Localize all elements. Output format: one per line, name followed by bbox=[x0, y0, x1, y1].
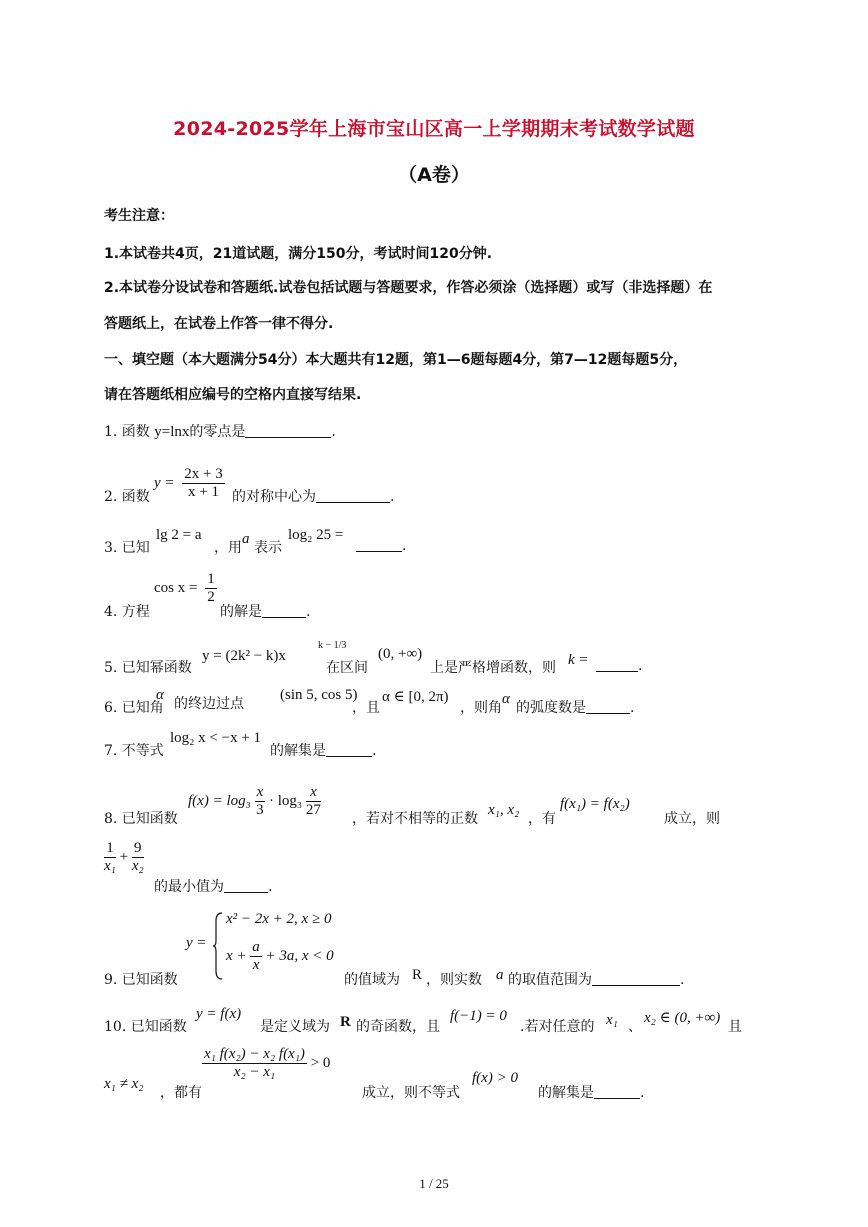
section-heading: 一、填空题（本大题满分54分）本大题共有12题，第1—6题每题4分，第7—12题每题5分， bbox=[104, 352, 688, 368]
answer-blank bbox=[592, 971, 680, 986]
notice-heading: 考生注意： bbox=[104, 208, 174, 224]
answer-blank bbox=[586, 699, 630, 714]
answer-blank bbox=[594, 1084, 640, 1099]
notice-item-2: 2.本试卷分设试卷和答题纸.试卷包括试题与答题要求，作答必须涂（选择题）或写（非选择题）在 bbox=[104, 280, 713, 296]
q2-formula: y = $\frac{2x + 3}{x + 1}$ bbox=[154, 466, 223, 501]
answer-blank bbox=[596, 657, 638, 672]
exam-subtitle: （A卷） bbox=[398, 164, 470, 186]
answer-blank bbox=[262, 603, 306, 618]
answer-blank bbox=[245, 423, 331, 438]
page-number: 1 / 25 bbox=[419, 1176, 449, 1191]
exam-title: 2024-2025学年上海市宝山区高一上学期期末考试数学试题 bbox=[173, 118, 695, 140]
q1-expr: y=lnx bbox=[154, 424, 190, 440]
answer-blank bbox=[316, 488, 390, 503]
notice-item-2-cont: 答题纸上，在试卷上作答一律不得分. bbox=[104, 316, 334, 332]
answer-blank bbox=[356, 537, 402, 552]
section-instruction: 请在答题纸相应编号的空格内直接写结果. bbox=[104, 387, 362, 403]
exam-page: 2024-2025学年上海市宝山区高一上学期期末考试数学试题 （A卷） 考生注意： 1.本试卷共4页，21道试题，满分150分，考试时间120分钟. 2.本试卷分设试卷和答题纸.试卷包括试题与答题要求，作答必须涂（选择题）或写（非选择题）在 答题纸上，在试卷上作答一律不得分. 一、填空题（本大题满分54分）本大题共有12题，第1—6题每题4分，第7—12题每题5分， 请在答题纸相应编号的空格内直接写结果. 1. 函数 y=lnx的零点是 . 2. 函数 y = $\frac{2x + 3}{x + 1}$ 的对称中心为 . 3. 已知 lg 2 = a ，用 a 表示 log₂ 25 = . 4. 方程 cos x = $\frac{1}{2}$ 的解是 . 5. 已知幂函数 y = (2k² − k)x k − 1/3 在区间 (0, +∞) 上是严格增函数，则 k = . 6. 已知角 α 的终边过点 (sin 5, cos 5) ，且 α ∈ [0, 2π) ，则角 α 的弧度数是 . 7. 不等式 log₂ x < −x + 1 的解集是 . 8. 已知函数 f(x) = log₃ $\frac{x}{3}$ · log₃ $\frac{x}{27}$ ，若对不相等的正数 x₁, x₂ ，有 f(x₁) = f(x₂) 成立，则 $\frac{1}{\text{x₁}}$ + $\frac{9}{\text{x₂}}$ 的最小值为 . 9. 已知函数 y = x² − 2x + 2, x ≥ 0 x + $\frac{a}{x}$ + 3a, x < 0 的值域为 R ，则实数 a 的取值范围为 . 10. 已知函数 y = f(x) 是定义域为 R 的奇函数，且 f(−1) = 0 .若对任意的 x₁ 、 x₂ ∈ (0, +∞) 且 x₁ ≠ x₂ ，都有 $\frac{\text{x₁ f(x₂) − x₂ f(x₁)}}{\text{x₂ − x₁}}$ > 0 成立，则不等式 f(x) > 0 的解集是 . 1 / 25 bbox=[0, 0, 868, 1227]
question-1: 1. 函数 y=lnx的零点是 . bbox=[104, 424, 336, 440]
answer-blank bbox=[326, 742, 372, 757]
notice-item-1: 1.本试卷共4页，21道试题，满分150分，考试时间120分钟. bbox=[104, 246, 493, 262]
brace-icon bbox=[212, 911, 224, 981]
answer-blank bbox=[224, 878, 268, 893]
